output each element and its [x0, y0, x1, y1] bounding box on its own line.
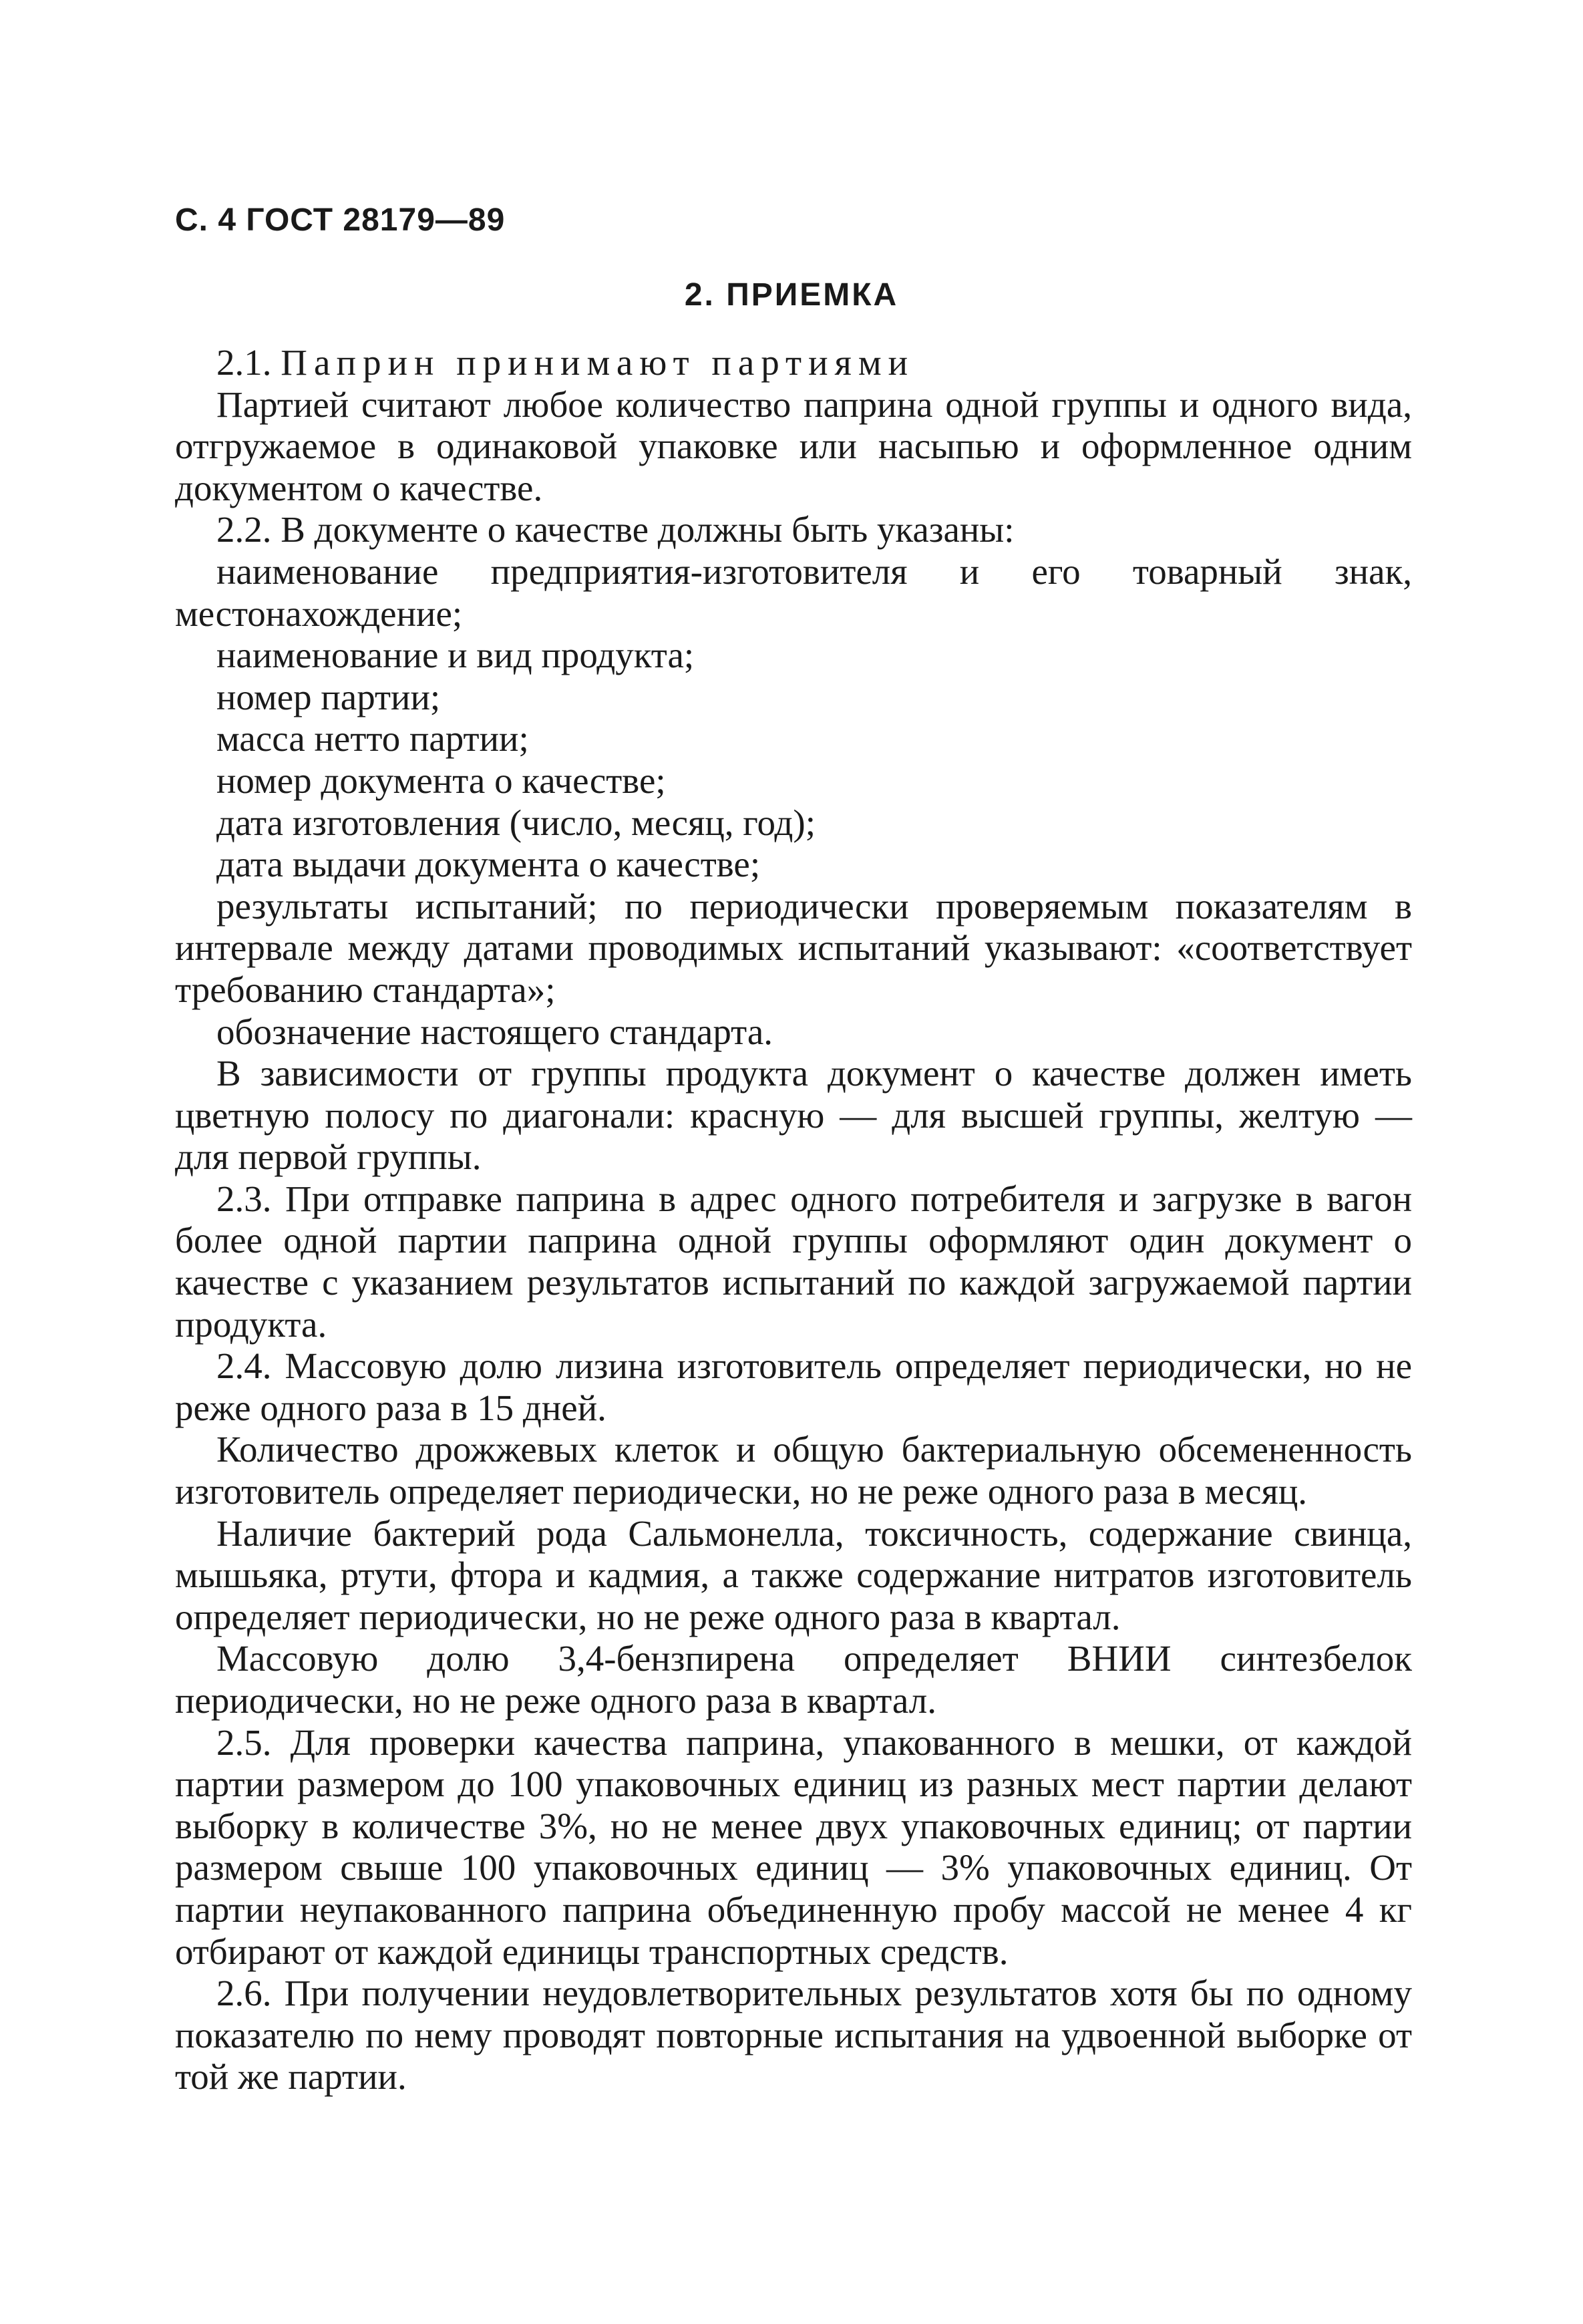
clause-2-2-stripe: В зависимости от группы продукта документ о качестве должен иметь цветную полосу по диагонали: красную — для высшей группы, желтую — для первой группы. — [175, 1053, 1412, 1178]
list-item: масса нетто партии; — [216, 718, 529, 760]
clause-2-4-salmonella: Наличие бактерий рода Сальмонелла, токсичность, содержание свинца, мышьяка, ртути, фтора и кадмия, а также содержание нитратов изготовитель определяет периодически, но не реже одного раза в квартал. — [175, 1512, 1412, 1637]
clause-2-1-text: Партией считают любое количество паприна одной группы и одного вида, отгружаемое в одинаковой упаковке или насыпью и оформленное одним документом о качестве. — [175, 383, 1412, 508]
list-item: дата выдачи документа о качестве; — [216, 844, 761, 885]
list-item: дата изготовления (число, месяц, год); — [216, 802, 816, 843]
clause-2-6: 2.6. При получении неудовлетворительных результатов хотя бы по одному показателю по нему проводят повторные испытания на удвоенной выборке от той же партии. — [175, 1973, 1412, 2098]
clause-2-4-benzpyrene: Массовую долю 3,4-бензпирена определяет ВНИИ синтезбелок периодически, но не реже одного раза в квартал. — [175, 1638, 1412, 1721]
list-item: результаты испытаний; по периодически проверяемым показателям в интервале между датами проводимых испытаний указывают: «соответствует требованию стандарта»; — [175, 885, 1412, 1010]
document-body — [175, 342, 1412, 2098]
page-header: С. 4 ГОСТ 28179—89 — [175, 202, 506, 238]
clause-2-3: 2.3. При отправке паприна в адрес одного потребителя и загрузке в вагон более одной партии паприна одной группы оформляют один документ о качестве с указанием результатов испытаний по каждой загружаемой партии продукта. — [175, 1178, 1412, 1345]
list-item: номер документа о качестве; — [216, 760, 666, 801]
list-item: обозначение настоящего стандарта. — [216, 1011, 773, 1052]
list-item: наименование предприятия-изготовителя и его товарный знак, местонахождение; — [175, 550, 1412, 634]
clause-2-4: 2.4. Массовую долю лизина изготовитель определяет периодически, но не реже одного раза в 15 дней. — [175, 1345, 1412, 1428]
list-item: наименование и вид продукта; — [216, 635, 695, 676]
clause-heading: Паприн принимают партиями — [281, 342, 915, 383]
list-item: номер партии; — [216, 676, 441, 717]
clause-2-4-yeast: Количество дрожжевых клеток и общую бактериальную обсемененность изготовитель определяет периодически, но не реже одного раза в месяц. — [175, 1429, 1412, 1512]
clause-2-1-heading — [175, 342, 1412, 384]
clause-2-2-intro: 2.2. В документе о качестве должны быть указаны: — [216, 509, 1015, 550]
clause-number: 2.1. — [216, 342, 272, 383]
section-title: 2. ПРИЕМКА — [684, 277, 899, 313]
clause-2-5: 2.5. Для проверки качества паприна, упакованного в мешки, от каждой партии размером до 100 упаковочных единиц из разных мест партии делают выборку в количестве 3%, но не менее двух упаковочных единиц; от партии размером свыше 100 упаковочных единиц — 3% упаковочных единиц. От партии неупакованного паприна объединенную пробу массой не менее 4 кг отбирают от каждой единицы транспортных средств. — [175, 1721, 1412, 1972]
